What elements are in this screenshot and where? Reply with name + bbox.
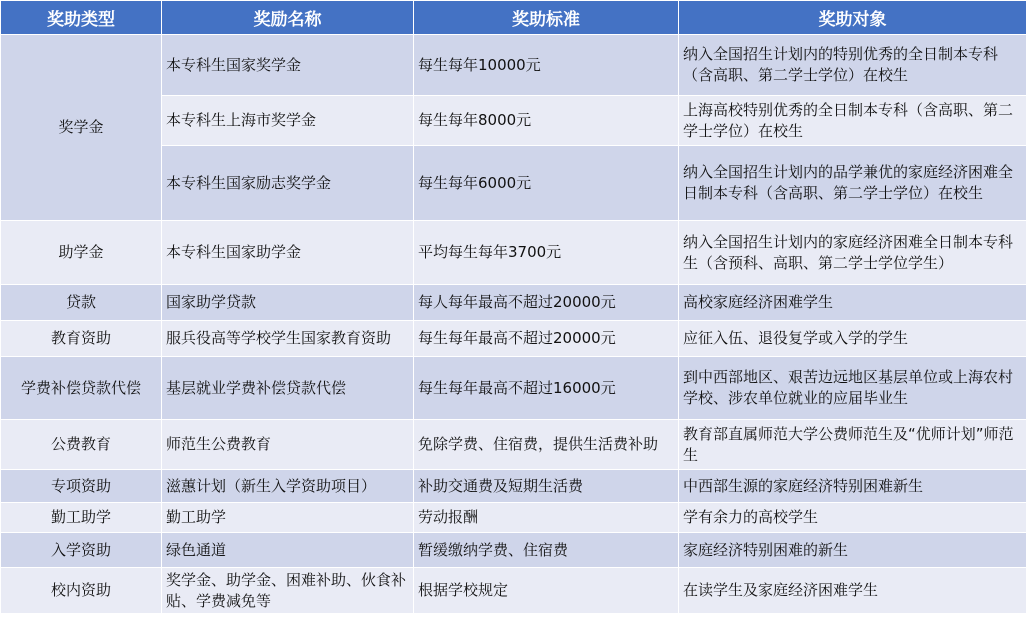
aid-standard-cell: 每生每年最高不超过20000元 bbox=[414, 321, 679, 357]
header-aid-target: 奖助对象 bbox=[679, 1, 1027, 35]
header-aid-type: 奖助类型 bbox=[1, 1, 162, 35]
table-row bbox=[1, 568, 1027, 614]
aid-target-cell: 纳入全国招生计划内的特别优秀的全日制本专科（含高职、第二学士学位）在校生 bbox=[679, 35, 1027, 96]
table-row bbox=[1, 503, 1027, 533]
aid-standard-cell: 每人每年最高不超过20000元 bbox=[414, 285, 679, 321]
header-aid-name: 奖励名称 bbox=[162, 1, 414, 35]
aid-type-cell: 助学金 bbox=[1, 221, 162, 285]
aid-name-cell: 奖学金、助学金、困难补助、伙食补贴、学费减免等 bbox=[162, 568, 414, 614]
aid-standard-cell: 补助交通费及短期生活费 bbox=[414, 470, 679, 503]
aid-name-cell: 基层就业学费补偿贷款代偿 bbox=[162, 357, 414, 420]
aid-standard-cell: 每生每年最高不超过16000元 bbox=[414, 357, 679, 420]
table-row bbox=[1, 321, 1027, 357]
table-row bbox=[1, 221, 1027, 285]
aid-name-cell: 本专科生上海市奖学金 bbox=[162, 96, 414, 146]
aid-target-cell: 应征入伍、退役复学或入学的学生 bbox=[679, 321, 1027, 357]
aid-target-cell: 教育部直属师范大学公费师范生及“优师计划”师范生 bbox=[679, 420, 1027, 470]
aid-target-cell: 学有余力的高校学生 bbox=[679, 503, 1027, 533]
aid-type-cell: 校内资助 bbox=[1, 568, 162, 614]
aid-type-cell: 勤工助学 bbox=[1, 503, 162, 533]
aid-name-cell: 本专科生国家奖学金 bbox=[162, 35, 414, 96]
aid-standard-cell: 每生每年10000元 bbox=[414, 35, 679, 96]
aid-type-cell: 奖学金 bbox=[1, 35, 162, 221]
aid-type-cell: 学费补偿贷款代偿 bbox=[1, 357, 162, 420]
table-row bbox=[1, 35, 1027, 96]
table-row bbox=[1, 470, 1027, 503]
aid-standard-cell: 每生每年6000元 bbox=[414, 146, 679, 221]
aid-name-cell: 师范生公费教育 bbox=[162, 420, 414, 470]
aid-target-cell: 上海高校特别优秀的全日制本专科（含高职、第二学士学位）在校生 bbox=[679, 96, 1027, 146]
aid-standard-cell: 劳动报酬 bbox=[414, 503, 679, 533]
aid-target-cell: 中西部生源的家庭经济特别困难新生 bbox=[679, 470, 1027, 503]
aid-target-cell: 家庭经济特别困难的新生 bbox=[679, 533, 1027, 568]
table-row bbox=[1, 357, 1027, 420]
table-row bbox=[1, 533, 1027, 568]
aid-name-cell: 勤工助学 bbox=[162, 503, 414, 533]
aid-target-cell: 在读学生及家庭经济困难学生 bbox=[679, 568, 1027, 614]
aid-type-cell: 贷款 bbox=[1, 285, 162, 321]
aid-standard-cell: 免除学费、住宿费，提供生活费补助 bbox=[414, 420, 679, 470]
aid-type-cell: 入学资助 bbox=[1, 533, 162, 568]
aid-name-cell: 滋蕙计划（新生入学资助项目） bbox=[162, 470, 414, 503]
aid-target-cell: 纳入全国招生计划内的品学兼优的家庭经济困难全日制本专科（含高职、第二学士学位）在校生 bbox=[679, 146, 1027, 221]
aid-standard-cell: 平均每生每年3700元 bbox=[414, 221, 679, 285]
aid-name-cell: 本专科生国家助学金 bbox=[162, 221, 414, 285]
table-row bbox=[1, 420, 1027, 470]
aid-name-cell: 服兵役高等学校学生国家教育资助 bbox=[162, 321, 414, 357]
aid-target-cell: 高校家庭经济困难学生 bbox=[679, 285, 1027, 321]
header-aid-standard: 奖助标准 bbox=[414, 1, 679, 35]
aid-target-cell: 到中西部地区、艰苦边远地区基层单位或上海农村学校、涉农单位就业的应届毕业生 bbox=[679, 357, 1027, 420]
aid-type-cell: 公费教育 bbox=[1, 420, 162, 470]
aid-name-cell: 国家助学贷款 bbox=[162, 285, 414, 321]
aid-name-cell: 绿色通道 bbox=[162, 533, 414, 568]
aid-standard-cell: 根据学校规定 bbox=[414, 568, 679, 614]
aid-standard-cell: 每生每年8000元 bbox=[414, 96, 679, 146]
aid-type-cell: 教育资助 bbox=[1, 321, 162, 357]
aid-type-cell: 专项资助 bbox=[1, 470, 162, 503]
aid-target-cell: 纳入全国招生计划内的家庭经济困难全日制本专科生（含预科、高职、第二学士学位学生） bbox=[679, 221, 1027, 285]
aid-name-cell: 本专科生国家励志奖学金 bbox=[162, 146, 414, 221]
table-row bbox=[1, 285, 1027, 321]
header-row bbox=[1, 1, 1027, 35]
aid-standard-cell: 暂缓缴纳学费、住宿费 bbox=[414, 533, 679, 568]
